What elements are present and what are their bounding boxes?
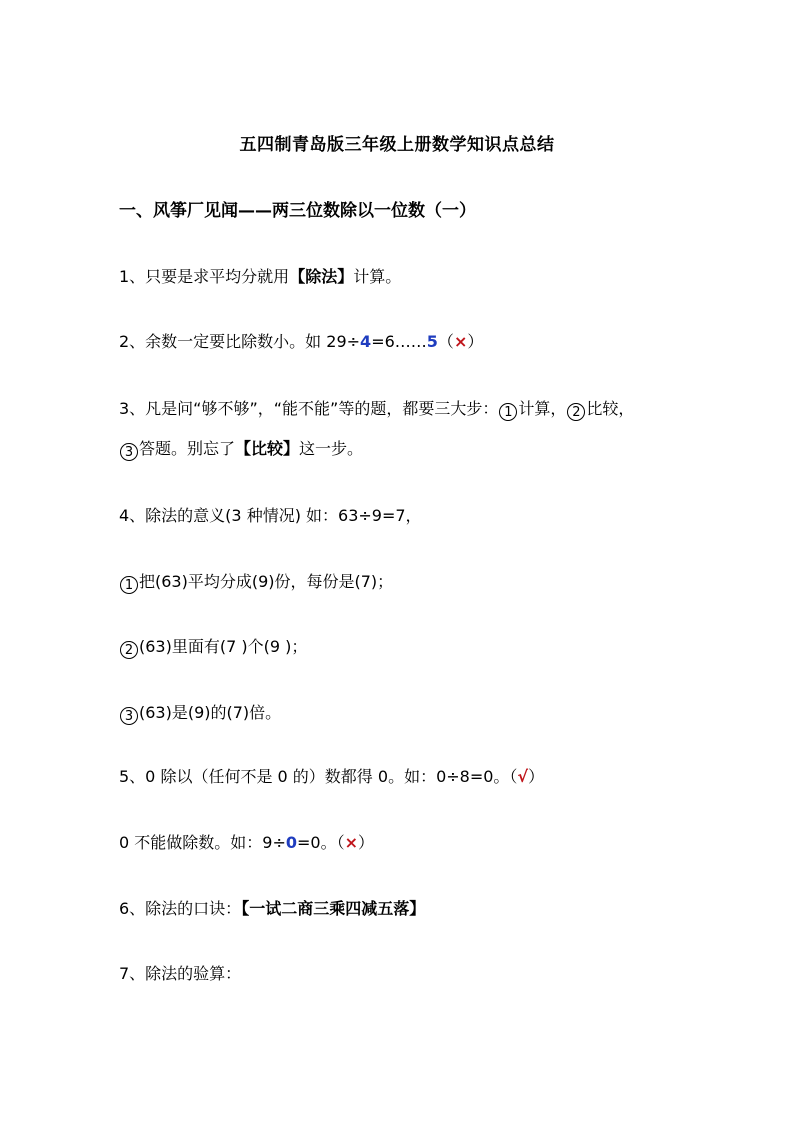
section-heading-1: 一、风筝厂见闻——两三位数除以一位数（一） bbox=[119, 201, 476, 221]
circled-number-2: 2 bbox=[567, 403, 585, 421]
item-4-case-3 bbox=[119, 702, 281, 725]
item-5-correct-mark: √ bbox=[517, 767, 529, 786]
item-1-tail: 计算。 bbox=[353, 267, 402, 286]
item-3-step-1: 计算， bbox=[518, 399, 567, 418]
item-3-tail: 这一步。 bbox=[299, 439, 364, 458]
page-title: 五四制青岛版三年级上册数学知识点总结 bbox=[239, 135, 555, 155]
item-2 bbox=[119, 331, 483, 353]
item-5-note-text: 0 不能做除数。如：9÷ bbox=[119, 833, 286, 852]
item-3-continued bbox=[119, 438, 363, 461]
item-5-note bbox=[119, 832, 374, 854]
item-4 bbox=[119, 505, 422, 527]
item-2-quotient: =6…… bbox=[371, 332, 427, 351]
item-3-step-2: 比较， bbox=[586, 399, 635, 418]
circled-number-3: 3 bbox=[120, 707, 138, 725]
item-2-paren-open: （ bbox=[437, 332, 454, 351]
item-7-text: 7、除法的验算： bbox=[119, 964, 242, 983]
item-4-text: 4、除法的意义(3 种情况) 如：63÷9=7， bbox=[119, 506, 422, 525]
item-5-note-result: =0。（ bbox=[297, 833, 345, 852]
item-5-note-zero: 0 bbox=[285, 833, 297, 852]
item-5-text: 5、0 除以（任何不是 0 的）数都得 0。如：0÷8=0。（ bbox=[119, 767, 518, 786]
item-2-text: 2、余数一定要比除数小。如 29÷ bbox=[119, 332, 361, 351]
item-2-remainder: 5 bbox=[426, 332, 438, 351]
circled-number-3: 3 bbox=[120, 443, 138, 461]
item-3-text: 3、凡是问“够不够”，“能不能”等的题，都要三大步： bbox=[119, 399, 499, 418]
item-2-divisor: 4 bbox=[360, 332, 372, 351]
item-2-wrong-mark: × bbox=[453, 332, 468, 351]
item-5-wrong-mark: × bbox=[344, 833, 358, 852]
item-3 bbox=[119, 398, 634, 421]
item-5-paren-close: ） bbox=[358, 833, 375, 852]
item-5-paren-close: ） bbox=[528, 767, 545, 786]
item-1-text: 1、只要是求平均分就用 bbox=[119, 267, 290, 286]
circled-number-2: 2 bbox=[120, 641, 138, 659]
item-7 bbox=[119, 963, 241, 985]
item-3-step-3: 答题。别忘了 bbox=[139, 439, 236, 458]
item-1-keyword: 【除法】 bbox=[289, 267, 354, 286]
circled-number-1: 1 bbox=[120, 576, 138, 594]
item-4-case-2 bbox=[119, 636, 307, 659]
item-6-mnemonic: 【一试二商三乘四减五落】 bbox=[241, 899, 426, 918]
item-4-case-1-text: 把(63)平均分成(9)份，每份是(7)； bbox=[139, 572, 394, 591]
item-4-case-1 bbox=[119, 571, 393, 594]
item-6-text: 6、除法的口诀： bbox=[119, 899, 242, 918]
item-2-paren-close: ） bbox=[467, 332, 484, 351]
item-4-case-3-text: (63)是(9)的(7)倍。 bbox=[139, 703, 282, 722]
item-3-keyword: 【比较】 bbox=[235, 439, 300, 458]
item-1 bbox=[119, 266, 401, 288]
item-6 bbox=[119, 898, 425, 920]
item-5 bbox=[119, 766, 544, 788]
circled-number-1: 1 bbox=[499, 403, 517, 421]
item-4-case-2-text: (63)里面有(7 )个(9 )； bbox=[139, 637, 308, 656]
